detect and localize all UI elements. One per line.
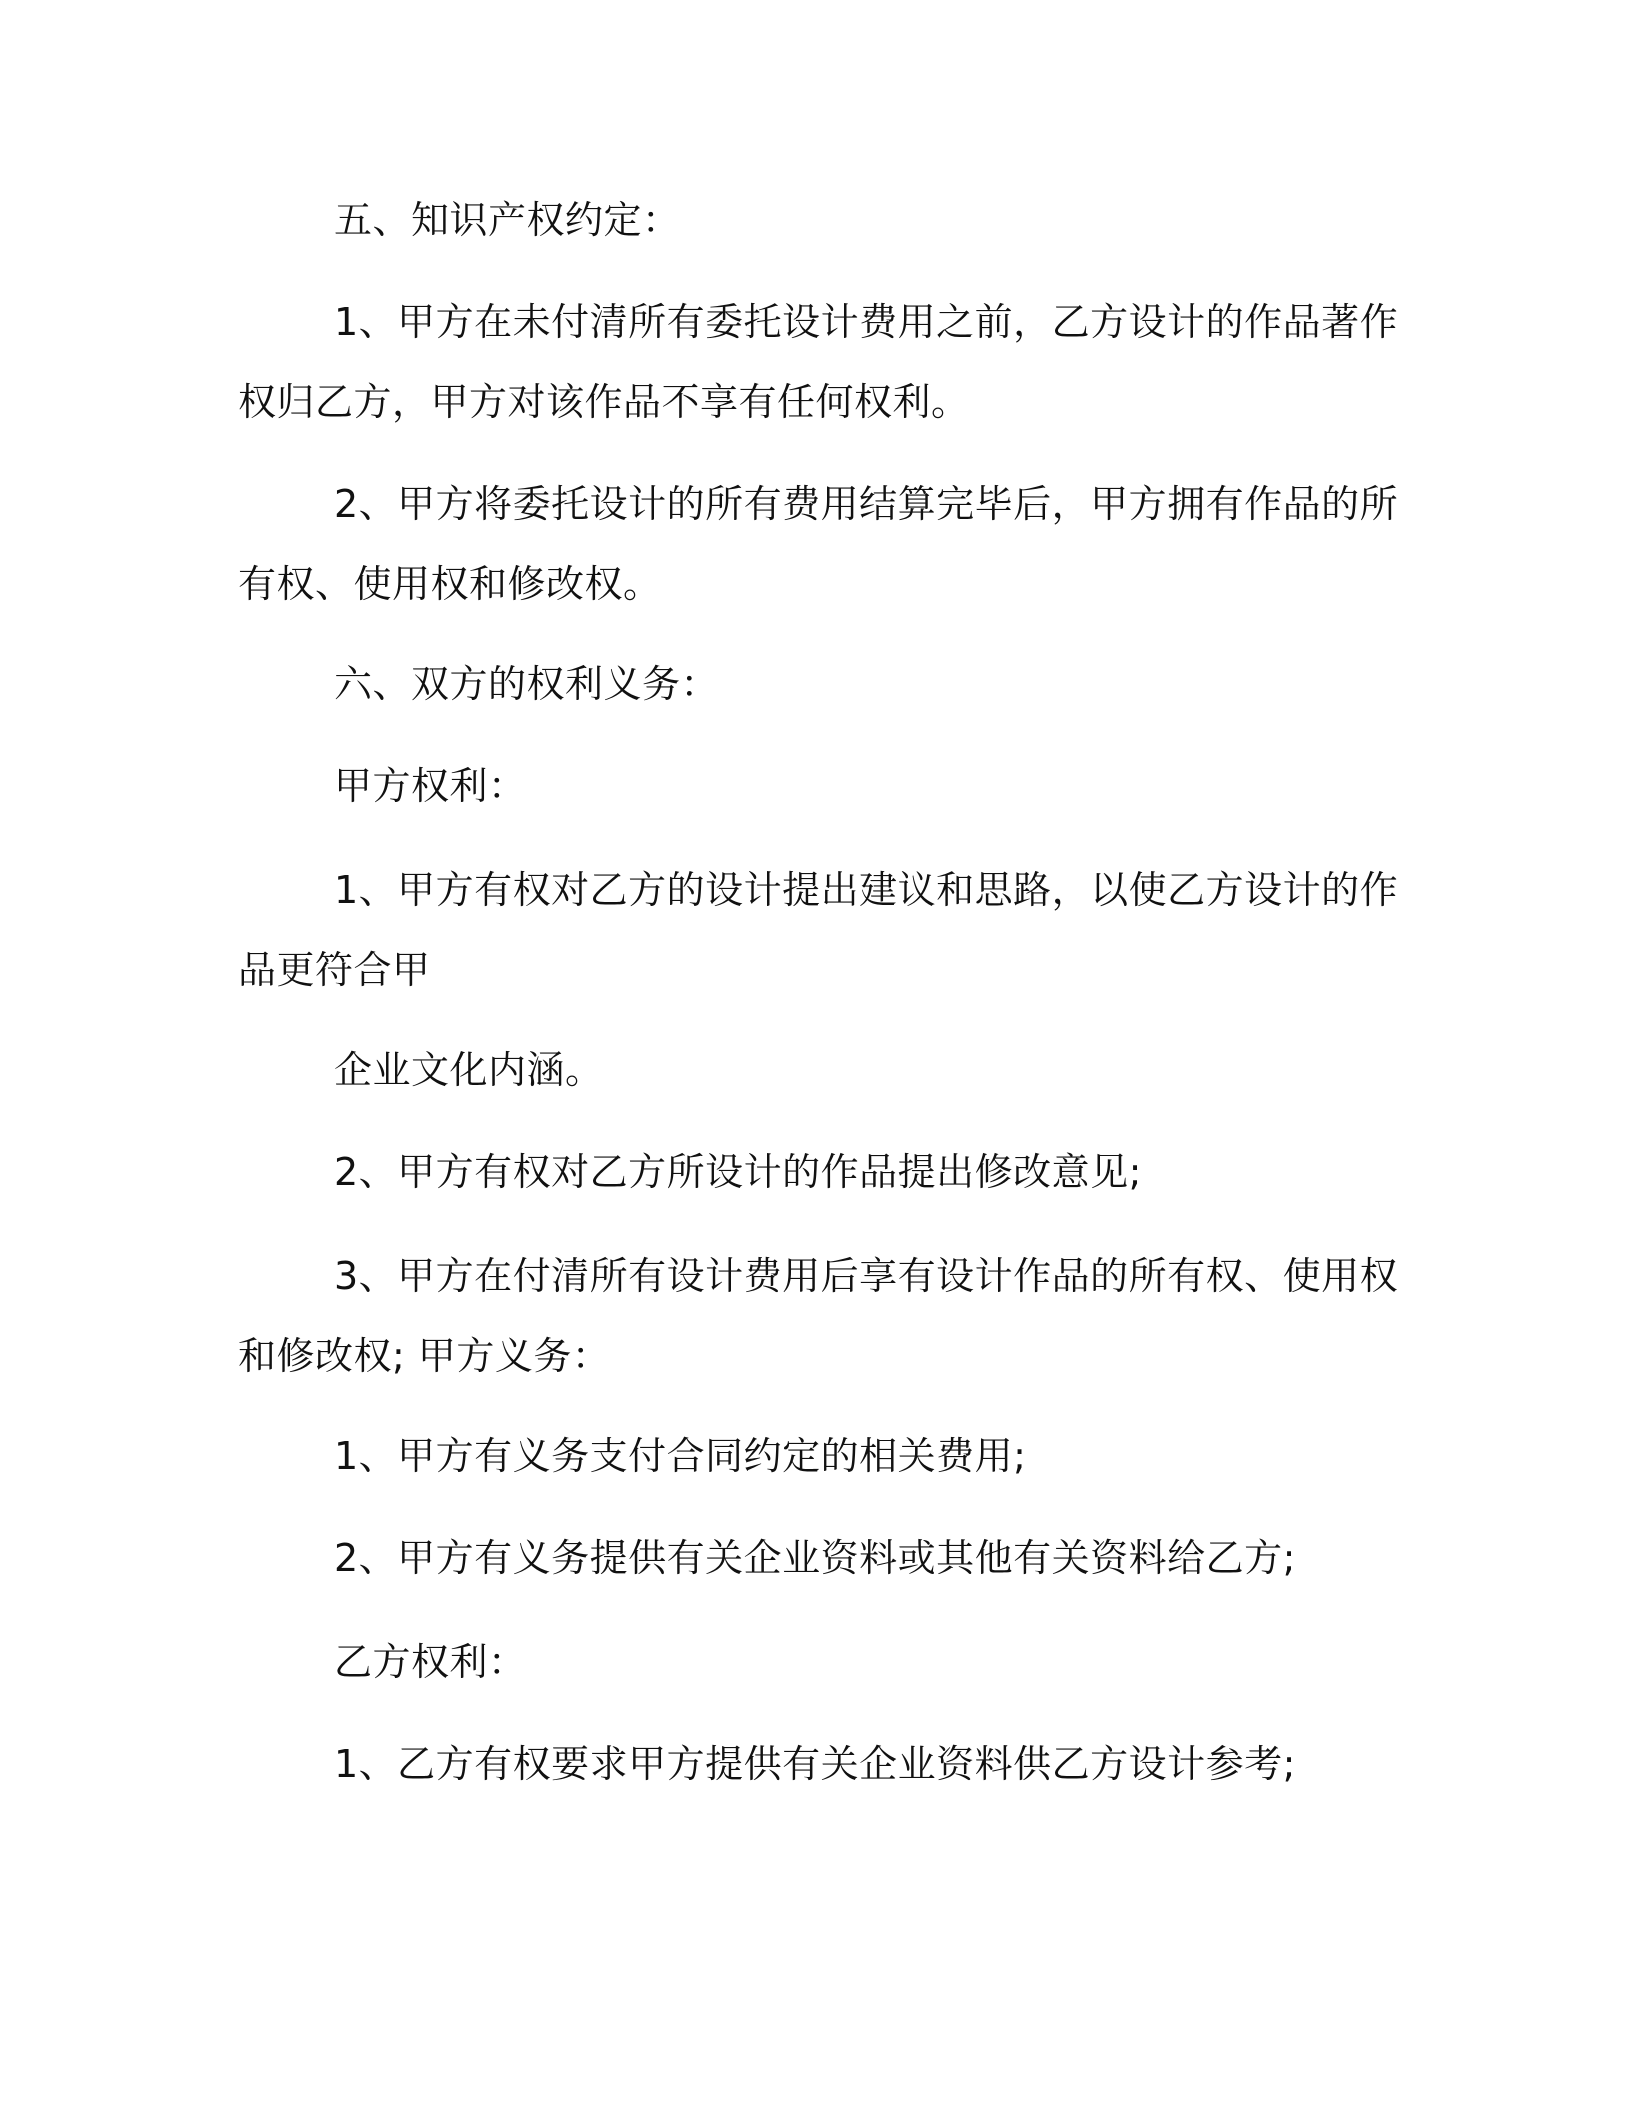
paragraph-line: 2、甲方有义务提供有关企业资料或其他有关资料给乙方; <box>334 1536 1296 1580</box>
paragraph-line: 1、甲方有义务支付合同约定的相关费用; <box>334 1434 1027 1478</box>
paragraph-line: 有权、使用权和修改权。 <box>238 562 662 606</box>
paragraph-copyright-before-payment <box>238 282 1399 442</box>
paragraph-line: 乙方权利： <box>334 1640 527 1684</box>
paragraph-line: 2、甲方将委托设计的所有费用结算完毕后，甲方拥有作品的所 <box>334 482 1399 526</box>
paragraph-party-a-obligation-2 <box>238 1518 1378 1598</box>
paragraph-party-a-right-2 <box>238 1132 1378 1212</box>
section-heading-rights-obligations <box>238 644 1378 724</box>
paragraph-line: 六、双方的权利义务： <box>334 662 720 706</box>
subheading-party-b-rights <box>238 1622 1378 1702</box>
paragraph-party-a-obligation-1 <box>238 1416 1378 1496</box>
paragraph-line: 3、甲方在付清所有设计费用后享有设计作品的所有权、使用权 <box>334 1254 1399 1298</box>
section-heading-intellectual-property <box>238 180 1378 260</box>
paragraph-line: 甲方权利： <box>334 764 527 808</box>
paragraph-line: 2、甲方有权对乙方所设计的作品提出修改意见; <box>334 1150 1142 1194</box>
subheading-party-a-rights <box>238 746 1378 826</box>
paragraph-line: 品更符合甲 <box>238 948 431 992</box>
paragraph-line: 五、知识产权约定： <box>334 198 681 242</box>
paragraph-ownership-after-payment <box>238 464 1399 624</box>
paragraph-line: 权归乙方，甲方对该作品不享有任何权利。 <box>238 380 970 424</box>
paragraph-line: 1、甲方在未付清所有委托设计费用之前，乙方设计的作品著作 <box>334 300 1399 344</box>
paragraph-party-a-right-3 <box>238 1236 1399 1396</box>
paragraph-party-a-right-1 <box>238 850 1399 1010</box>
paragraph-line: 1、乙方有权要求甲方提供有关企业资料供乙方设计参考; <box>334 1742 1296 1786</box>
paragraph-party-b-right-1 <box>238 1724 1378 1804</box>
paragraph-line: 和修改权; 甲方义务： <box>238 1334 611 1378</box>
paragraph-line: 企业文化内涵。 <box>334 1048 604 1092</box>
paragraph-continuation <box>238 1030 1378 1110</box>
paragraph-line: 1、甲方有权对乙方的设计提出建议和思路，以使乙方设计的作 <box>334 868 1399 912</box>
